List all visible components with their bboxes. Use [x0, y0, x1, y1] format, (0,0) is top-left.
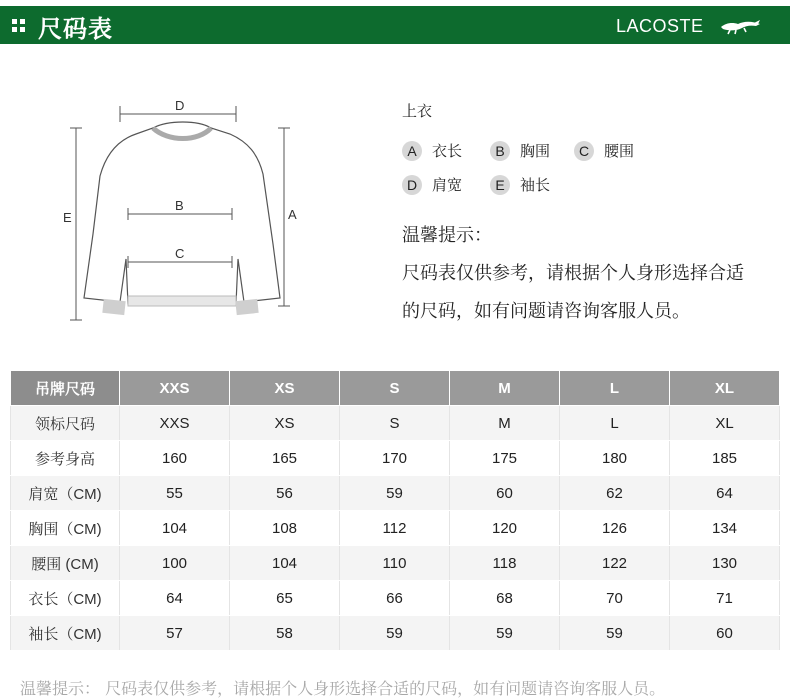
tip-body: [402, 255, 782, 331]
table-cell: 64: [120, 581, 230, 616]
right-cuff: [235, 299, 258, 315]
column-header: XXS: [120, 371, 230, 406]
table-cell: 65: [230, 581, 340, 616]
table-cell: 126: [560, 511, 670, 546]
legend-badge: B: [490, 141, 510, 161]
table-cell: 59: [560, 616, 670, 651]
table-cell: 112: [340, 511, 450, 546]
table-cell: 70: [560, 581, 670, 616]
table-cell: 180: [560, 441, 670, 476]
column-header: XS: [230, 371, 340, 406]
brand-name: LACOSTE: [616, 16, 704, 36]
table-cell: 64: [670, 476, 780, 511]
table-cell: 59: [340, 616, 450, 651]
table-cell: 110: [340, 546, 450, 581]
legend-badge: A: [402, 141, 422, 161]
sweater-collar: [153, 128, 211, 139]
table-cell: 160: [120, 441, 230, 476]
row-header: 腰围 (CM): [11, 546, 120, 581]
page-header: [0, 6, 790, 44]
table-row: [11, 511, 780, 546]
grid-dots-icon: [12, 19, 26, 33]
table-cell: L: [560, 406, 670, 441]
left-cuff: [102, 299, 125, 315]
row-header: 衣长（CM): [11, 581, 120, 616]
label-b: B: [175, 198, 184, 213]
column-header: 吊牌尺码: [11, 371, 120, 406]
measure-e-line: [70, 128, 82, 320]
table-row: [11, 581, 780, 616]
table-cell: 170: [340, 441, 450, 476]
table-cell: 59: [450, 616, 560, 651]
column-header: XL: [670, 371, 780, 406]
table-cell: 104: [120, 511, 230, 546]
legend-item-e: [490, 174, 550, 195]
label-a: A: [288, 207, 297, 222]
row-header: 袖长（CM): [11, 616, 120, 651]
table-cell: 118: [450, 546, 560, 581]
table-cell: 68: [450, 581, 560, 616]
table-cell: 56: [230, 476, 340, 511]
label-d: D: [175, 98, 185, 113]
table-cell: 130: [670, 546, 780, 581]
page-title: 尺码表: [38, 15, 113, 43]
table-cell: 66: [340, 581, 450, 616]
table-cell: 55: [120, 476, 230, 511]
legend-label: 袖长: [520, 176, 551, 194]
table-cell: 71: [670, 581, 780, 616]
table-cell: 57: [120, 616, 230, 651]
tip-line: 尺码表仅供参考，请根据个人身形选择合适: [402, 263, 744, 284]
legend-label: 肩宽: [432, 176, 463, 194]
legend-badge: D: [402, 175, 422, 195]
table-row: [11, 546, 780, 581]
table-cell: XXS: [120, 406, 230, 441]
table-cell: S: [340, 406, 450, 441]
table-cell: 120: [450, 511, 560, 546]
row-header: 胸围（CM): [11, 511, 120, 546]
legend-item-c: [574, 140, 634, 161]
table-cell: 122: [560, 546, 670, 581]
column-header: L: [560, 371, 670, 406]
legend-item-d: [402, 174, 462, 195]
table-cell: 62: [560, 476, 670, 511]
table-cell: 60: [450, 476, 560, 511]
sweater-waistband: [128, 296, 236, 306]
table-cell: 104: [230, 546, 340, 581]
label-e: E: [63, 210, 72, 225]
legend-item-b: [490, 140, 550, 161]
table-cell: 108: [230, 511, 340, 546]
tip-line: 的尺码，如有问题请咨询客服人员。: [402, 301, 690, 322]
table-cell: 100: [120, 546, 230, 581]
tip-title: 温馨提示：: [402, 225, 492, 246]
legend-item-a: [402, 140, 462, 161]
table-row: [11, 406, 780, 441]
table-cell: M: [450, 406, 560, 441]
legend-category: 上衣: [402, 102, 433, 120]
column-header: S: [340, 371, 450, 406]
table-cell: XL: [670, 406, 780, 441]
table-cell: 58: [230, 616, 340, 651]
row-header: 领标尺码: [11, 406, 120, 441]
label-c: C: [175, 246, 185, 261]
sweater-outline: [84, 122, 280, 304]
table-header-row: [11, 371, 780, 406]
table-cell: 185: [670, 441, 780, 476]
column-header: M: [450, 371, 560, 406]
crocodile-logo-icon: [720, 18, 762, 36]
table-row: [11, 616, 780, 651]
legend-label: 腰围: [604, 142, 635, 160]
table-row: [11, 476, 780, 511]
legend-badge: E: [490, 175, 510, 195]
legend-badge: C: [574, 141, 594, 161]
legend-label: 衣长: [432, 142, 463, 160]
row-header: 肩宽（CM): [11, 476, 120, 511]
table-cell: 134: [670, 511, 780, 546]
table-row: [11, 441, 780, 476]
table-cell: 165: [230, 441, 340, 476]
row-header: 参考身高: [11, 441, 120, 476]
table-cell: XS: [230, 406, 340, 441]
footer-note: 温馨提示： 尺码表仅供参考，请根据个人身形选择合适的尺码，如有问题请咨询客服人员。: [20, 679, 666, 698]
table-cell: 175: [450, 441, 560, 476]
size-table: [10, 370, 780, 651]
table-cell: 59: [340, 476, 450, 511]
legend-label: 胸围: [520, 142, 551, 160]
table-cell: 60: [670, 616, 780, 651]
sweater-diagram: [58, 94, 318, 334]
